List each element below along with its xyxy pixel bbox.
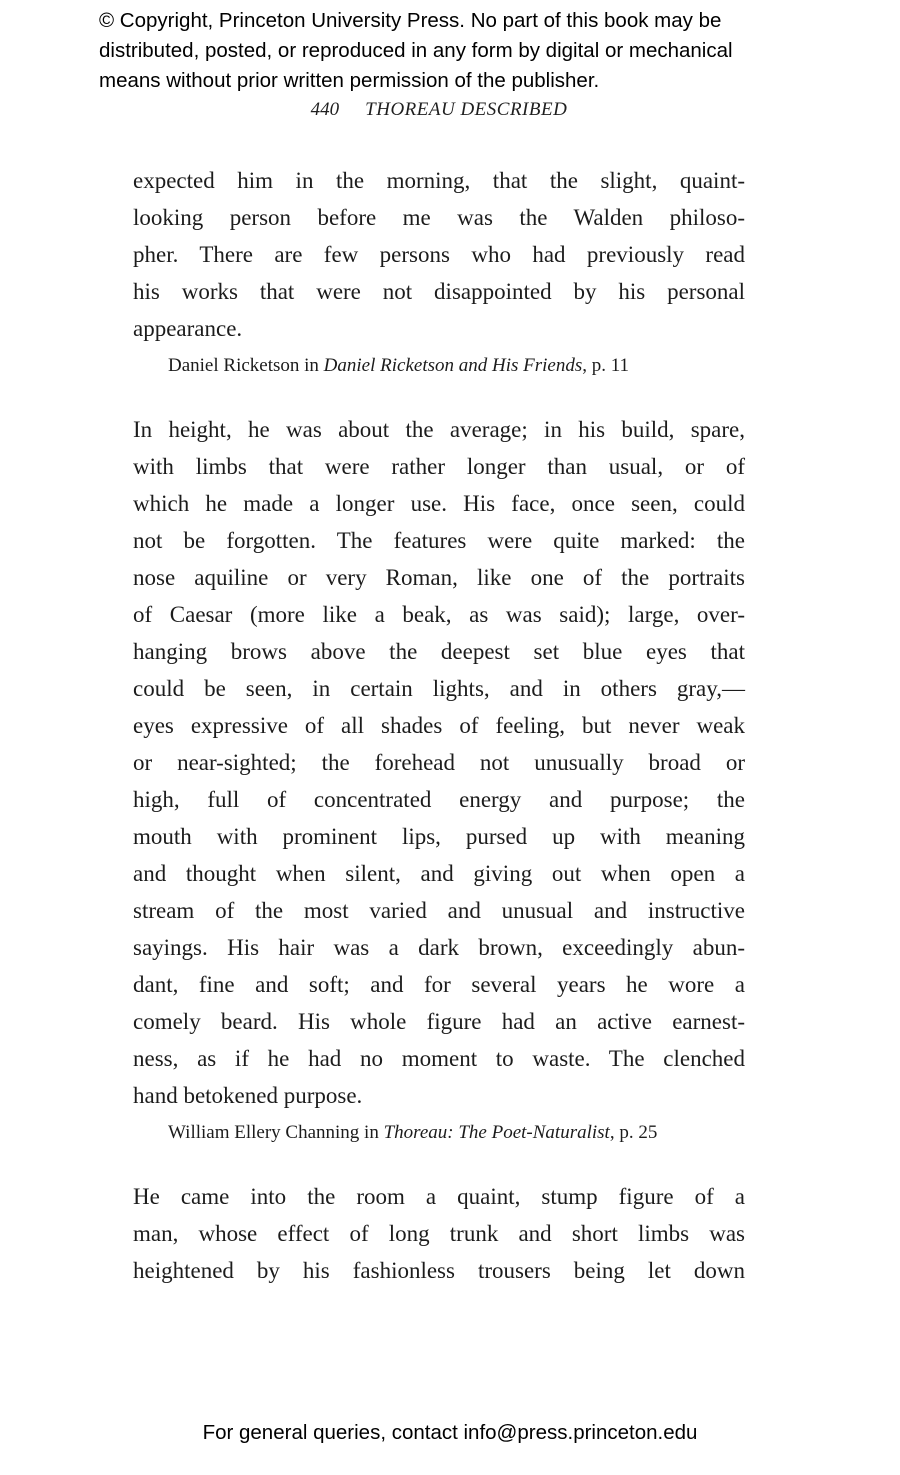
text-line: could be seen, in certain lights, and in others gray,— xyxy=(133,676,745,701)
text-line: hanging brows above the deepest set blue eyes that xyxy=(133,639,745,664)
text-line: dant, fine and soft; and for several years he wore a xyxy=(133,972,745,997)
text-line: sayings. His hair was a dark brown, exceedingly abun- xyxy=(133,935,745,960)
running-header xyxy=(133,97,745,123)
text-line: high, full of concentrated energy and purpose; the xyxy=(133,787,745,812)
attribution-book-title: Thoreau: The Poet-Naturalist xyxy=(383,1122,610,1143)
text-line: which he made a longer use. His face, once seen, could xyxy=(133,491,745,516)
attribution-prefix: Daniel Ricketson in xyxy=(168,355,324,376)
page-number: 440 xyxy=(310,99,340,120)
text-line: appearance. xyxy=(133,316,243,341)
running-header-title: THOREAU DESCRIBED xyxy=(365,99,568,120)
attribution-channing xyxy=(133,1114,745,1151)
text-line: or near-sighted; the forehead not unusually broad or xyxy=(133,750,745,775)
text-line: with limbs that were rather longer than usual, or of xyxy=(133,454,745,479)
text-line: and thought when silent, and giving out when open a xyxy=(133,861,745,886)
attribution-book-title: Daniel Ricketson and His Friends xyxy=(323,355,583,376)
text-line: heightened by his fashionless trousers being let down xyxy=(133,1258,745,1283)
text-line: not be forgotten. The features were quite marked: the xyxy=(133,528,745,553)
text-line: He came into the room a quaint, stump figure of a xyxy=(133,1184,745,1209)
footer-contact-line: For general queries, contact info@press.princeton.edu xyxy=(202,1421,698,1444)
text-line: man, whose effect of long trunk and short limbs was xyxy=(133,1221,745,1246)
text-line: of Caesar (more like a beak, as was said); large, over- xyxy=(133,602,745,627)
text-line: © Copyright, Princeton University Press. No part of this book may be xyxy=(99,9,722,32)
text-line: distributed, posted, or reproduced in any form by digital or mechanical xyxy=(99,39,733,62)
copyright-notice xyxy=(99,6,819,96)
text-line: pher. There are few persons who had previously read xyxy=(133,242,745,267)
text-line: eyes expressive of all shades of feeling, but never weak xyxy=(133,713,745,738)
attribution-prefix: William Ellery Channing in xyxy=(168,1122,384,1143)
quote-paragraph-continuation xyxy=(133,1178,745,1289)
text-line: hand betokened purpose. xyxy=(133,1083,363,1108)
text-line: expected him in the morning, that the slight, quaint- xyxy=(133,168,745,193)
attribution-page-ref: , p. 25 xyxy=(609,1122,658,1143)
text-line: comely beard. His whole figure had an active earnest- xyxy=(133,1009,745,1034)
text-line: In height, he was about the average; in his build, spare, xyxy=(133,417,745,442)
text-line: stream of the most varied and unusual and instructive xyxy=(133,898,745,923)
attribution-ricketson xyxy=(133,347,745,384)
text-line: mouth with prominent lips, pursed up with meaning xyxy=(133,824,745,849)
attribution-page-ref: , p. 11 xyxy=(582,355,630,376)
quote-paragraph-ricketson xyxy=(133,162,745,347)
main-text-block xyxy=(133,162,745,1289)
text-line: ness, as if he had no moment to waste. The clenched xyxy=(133,1046,745,1071)
text-line: nose aquiline or very Roman, like one of the portraits xyxy=(133,565,745,590)
text-line: looking person before me was the Walden philoso- xyxy=(133,205,745,230)
text-line: means without prior written permission of the publisher. xyxy=(99,69,600,92)
quote-paragraph-channing xyxy=(133,411,745,1114)
text-line: his works that were not disappointed by his personal xyxy=(133,279,745,304)
